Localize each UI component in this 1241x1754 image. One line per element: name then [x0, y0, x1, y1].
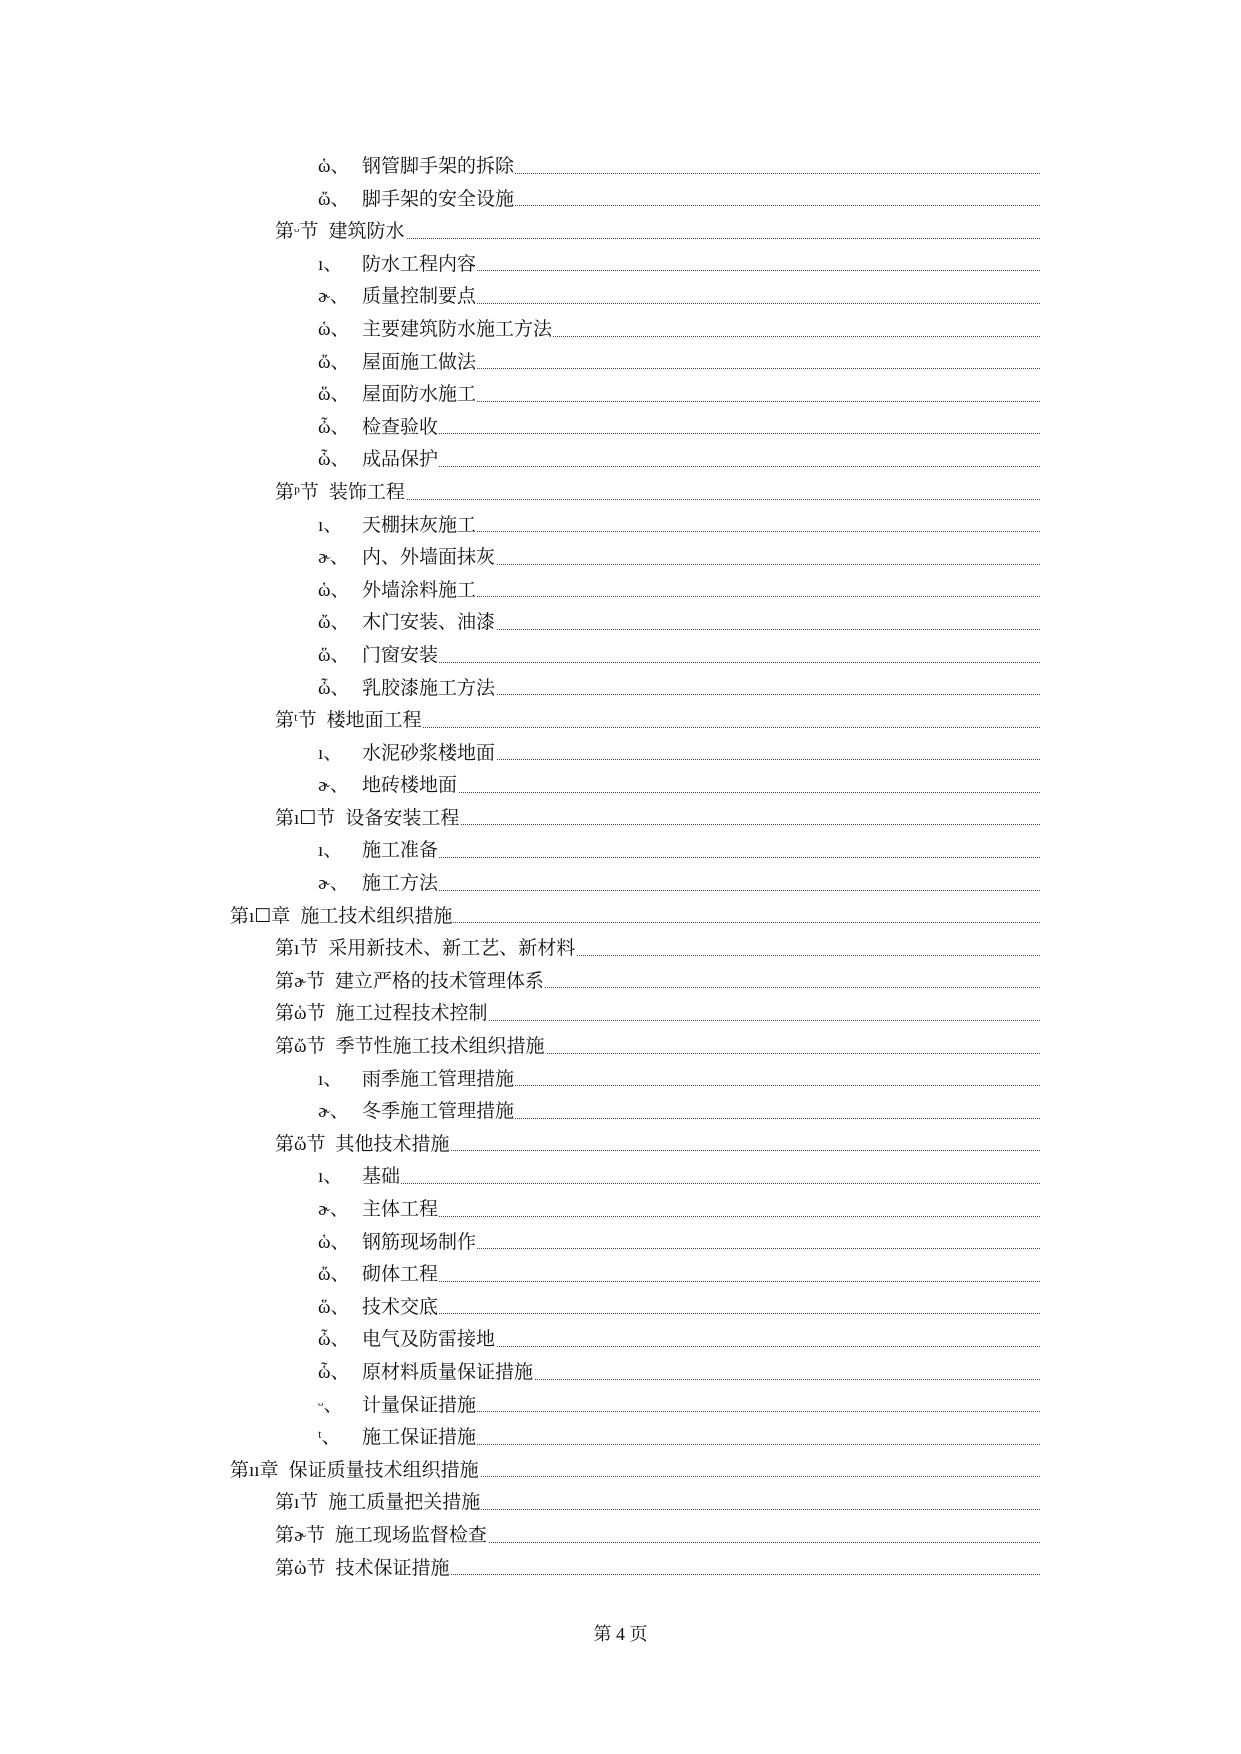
toc-entry-number: ɚ、	[318, 775, 349, 797]
toc-entry[interactable]	[0, 281, 1241, 314]
toc-entry[interactable]	[0, 1390, 1241, 1423]
toc-entry-number: 第ὡ节	[275, 1557, 326, 1579]
toc-entry-label	[275, 1031, 546, 1064]
toc-entry-number: 第ὡ节	[275, 1003, 326, 1025]
toc-entry[interactable]	[0, 607, 1241, 640]
toc-entry-label	[318, 1096, 515, 1129]
toc-entry-title: 技术交底	[362, 1296, 439, 1318]
toc-entry-title: 设备安装工程	[345, 807, 460, 829]
toc-entry-label	[318, 1324, 496, 1357]
toc-entry[interactable]	[0, 1422, 1241, 1455]
toc-entry[interactable]	[0, 1324, 1241, 1357]
toc-entry[interactable]	[0, 1096, 1241, 1129]
toc-entry-label	[275, 1129, 451, 1162]
toc-entry[interactable]	[0, 803, 1241, 836]
toc-entry-label	[318, 1292, 439, 1325]
toc-entry[interactable]	[0, 673, 1241, 706]
toc-entry-title: 检查验收	[362, 416, 439, 438]
toc-entry-number: ı、	[318, 840, 343, 862]
toc-entry-title: 基础	[362, 1166, 401, 1188]
toc-entry[interactable]	[0, 1357, 1241, 1390]
toc-entry[interactable]	[0, 379, 1241, 412]
toc-entry-title: 砌体工程	[362, 1264, 439, 1286]
toc-entry-label	[318, 835, 439, 868]
toc-entry-number: ı、	[318, 1068, 343, 1090]
toc-entry-number: ɚ、	[318, 1199, 349, 1220]
toc-entry-title: 防水工程内容	[362, 253, 477, 275]
toc-entry[interactable]	[0, 151, 1241, 184]
toc-entry-title: 计量保证措施	[362, 1394, 477, 1416]
toc-entry-title: 施工准备	[362, 840, 439, 862]
toc-entry-label	[318, 314, 553, 347]
toc-entry-number: ὤ、	[318, 351, 350, 373]
toc-entry[interactable]	[0, 1031, 1241, 1064]
toc-entry-number: ὡ、	[318, 318, 350, 340]
toc-entry-label	[275, 803, 460, 836]
toc-entry[interactable]	[0, 1487, 1241, 1520]
toc-entry-label	[275, 998, 489, 1031]
toc-entry-number: ὧ、	[318, 449, 350, 471]
toc-entry-label	[318, 673, 496, 706]
toc-entry[interactable]	[0, 347, 1241, 380]
toc-entry-number: ɚ、	[318, 286, 349, 308]
toc-entry-title: 采用新技术、新工艺、新材料	[328, 938, 576, 960]
toc-entry-number: 第ᵖ节	[275, 481, 319, 503]
table-of-contents	[0, 151, 1241, 1585]
toc-entry-number: ı、	[318, 742, 343, 764]
toc-entry[interactable]	[0, 1259, 1241, 1292]
toc-entry-number: ὦ、	[318, 416, 350, 438]
toc-entry-label	[275, 705, 423, 738]
toc-entry-title: 建立严格的技术管理体系	[334, 970, 544, 992]
toc-entry-label	[318, 868, 439, 901]
toc-entry-label	[318, 1259, 439, 1292]
toc-entry-number: ı、	[318, 1166, 343, 1188]
toc-entry-label	[318, 510, 477, 543]
toc-entry[interactable]	[0, 1194, 1241, 1227]
toc-entry-number: ὥ、	[318, 384, 350, 406]
toc-entry-title: 施工过程技术控制	[335, 1003, 488, 1025]
toc-entry[interactable]	[0, 542, 1241, 575]
toc-entry-title: 施工方法	[362, 873, 439, 895]
toc-entry-title: 主要建筑防水施工方法	[362, 318, 553, 340]
toc-entry[interactable]	[0, 249, 1241, 282]
toc-entry-label	[318, 770, 458, 803]
toc-entry[interactable]	[0, 1129, 1241, 1162]
toc-entry-label	[318, 379, 477, 412]
toc-entry-number: 第ὤ节	[275, 1036, 326, 1058]
toc-entry[interactable]	[0, 1553, 1241, 1586]
toc-entry-number: 第ı节	[275, 1492, 319, 1514]
toc-entry-label	[318, 607, 496, 640]
toc-entry-number: ὡ、	[318, 579, 350, 601]
toc-entry-label	[318, 640, 439, 673]
toc-entry-label	[318, 575, 477, 608]
toc-entry-number: ὤ、	[318, 1264, 350, 1286]
toc-entry-title: 地砖楼地面	[362, 775, 458, 797]
toc-entry-number: ᵗ、	[318, 1427, 341, 1449]
toc-entry-number: 第ı☐节	[275, 807, 336, 829]
toc-entry-title: 钢管脚手架的拆除	[362, 156, 515, 177]
toc-entry-title: 屋面防水施工	[362, 384, 477, 406]
toc-entry-label	[318, 412, 439, 445]
toc-entry-title: 木门安装、油漆	[362, 612, 496, 634]
toc-entry-label	[318, 1161, 401, 1194]
toc-entry-title: 主体工程	[362, 1199, 439, 1220]
toc-entry-label	[275, 216, 406, 249]
page-footer: 第 4 页	[593, 1624, 648, 1644]
toc-entry-label	[318, 1390, 477, 1423]
toc-entry-number: 第ɚ节	[275, 1524, 325, 1546]
toc-entry[interactable]	[0, 1064, 1241, 1097]
toc-entry-title: 原材料质量保证措施	[362, 1361, 534, 1383]
toc-entry[interactable]	[0, 575, 1241, 608]
toc-entry-label	[318, 1422, 477, 1455]
toc-entry[interactable]	[0, 1292, 1241, 1325]
toc-entry-label	[318, 1357, 534, 1390]
toc-entry[interactable]	[0, 966, 1241, 999]
toc-entry-title: 屋面施工做法	[362, 351, 477, 373]
toc-entry-label	[318, 1227, 477, 1260]
toc-entry-title: 季节性施工技术组织措施	[335, 1036, 545, 1058]
toc-entry-title: 装饰工程	[328, 481, 405, 503]
toc-entry-label	[318, 281, 477, 314]
toc-entry-title: 技术保证措施	[335, 1557, 450, 1579]
toc-entry-number: 第ᵗ节	[275, 710, 317, 732]
toc-entry-label	[275, 966, 545, 999]
toc-entry-title: 门窗安装	[362, 644, 439, 666]
toc-entry-number: 第ıı章	[230, 1459, 279, 1481]
toc-entry[interactable]	[0, 705, 1241, 738]
toc-entry[interactable]	[0, 444, 1241, 477]
toc-entry-label	[318, 151, 515, 184]
toc-entry-number: ὡ、	[318, 1231, 350, 1253]
toc-entry-title: 成品保护	[362, 449, 439, 471]
toc-entry-title: 水泥砂浆楼地面	[362, 742, 496, 764]
toc-entry-number: ὥ、	[318, 644, 350, 666]
toc-entry-title: 质量控制要点	[362, 286, 477, 308]
toc-entry-title: 冬季施工管理措施	[362, 1101, 515, 1123]
toc-entry-label	[318, 444, 439, 477]
toc-entry-title: 脚手架的安全设施	[362, 188, 515, 210]
toc-entry-number: ὤ、	[318, 188, 350, 210]
toc-entry-number: ɚ、	[318, 873, 349, 895]
toc-entry-number: ὡ、	[318, 156, 350, 177]
toc-entry-label	[318, 1194, 439, 1227]
toc-entry[interactable]	[0, 933, 1241, 966]
toc-entry-label	[318, 249, 477, 282]
toc-entry-number: 第ɚ节	[275, 970, 325, 992]
toc-entry-number: ı、	[318, 253, 343, 275]
toc-entry-number: 第ı节	[275, 938, 319, 960]
toc-entry-number: ɚ、	[318, 547, 349, 569]
toc-entry-title: 雨季施工管理措施	[362, 1068, 515, 1090]
toc-entry-title: 施工现场监督检查	[334, 1524, 487, 1546]
toc-entry-title: 钢筋现场制作	[362, 1231, 477, 1253]
toc-entry-number: ὦ、	[318, 1329, 350, 1351]
toc-entry[interactable]	[0, 868, 1241, 901]
toc-entry[interactable]	[0, 1161, 1241, 1194]
toc-entry-number: ᵕ、	[318, 1394, 343, 1416]
toc-entry-number: 第ı☐章	[230, 905, 291, 927]
toc-entry-number: ὦ、	[318, 677, 350, 699]
toc-entry-label	[275, 933, 576, 966]
toc-entry[interactable]	[0, 901, 1241, 934]
toc-entry-title: 保证质量技术组织措施	[288, 1459, 479, 1481]
dot-leader	[318, 1183, 1040, 1184]
toc-entry[interactable]	[0, 314, 1241, 347]
toc-entry-label	[275, 1487, 481, 1520]
toc-entry-title: 电气及防雷接地	[362, 1329, 496, 1351]
toc-entry-number: 第ὥ节	[275, 1133, 326, 1155]
toc-entry-title: 天棚抹灰施工	[362, 514, 477, 536]
toc-entry[interactable]	[0, 738, 1241, 771]
toc-entry-number: 第ᵕ节	[275, 221, 319, 243]
toc-entry-label	[318, 1064, 515, 1097]
toc-entry-title: 施工保证措施	[362, 1427, 477, 1449]
toc-entry[interactable]	[0, 1520, 1241, 1553]
toc-entry-label	[275, 477, 406, 510]
toc-entry-title: 建筑防水	[328, 221, 405, 243]
toc-entry-number: ὧ、	[318, 1361, 350, 1383]
toc-entry-label	[318, 184, 515, 217]
toc-entry-title: 乳胶漆施工方法	[362, 677, 496, 699]
toc-entry[interactable]	[0, 184, 1241, 217]
toc-entry[interactable]	[0, 998, 1241, 1031]
toc-entry-label	[275, 1553, 451, 1586]
toc-entry-title: 施工技术组织措施	[300, 905, 453, 927]
toc-entry-title: 施工质量把关措施	[328, 1492, 481, 1514]
toc-entry-number: ı、	[318, 514, 343, 536]
toc-entry[interactable]	[0, 412, 1241, 445]
toc-entry-number: ɚ、	[318, 1101, 349, 1123]
toc-entry-title: 楼地面工程	[326, 710, 422, 732]
toc-entry-label	[275, 1520, 488, 1553]
toc-entry-label	[318, 542, 496, 575]
toc-entry-number: ὤ、	[318, 612, 350, 634]
toc-entry-title: 外墙涂料施工	[362, 579, 477, 601]
toc-entry[interactable]	[0, 640, 1241, 673]
toc-entry[interactable]	[0, 1227, 1241, 1260]
toc-entry-label	[318, 738, 496, 771]
toc-entry-label	[230, 901, 453, 934]
toc-entry-number: ὥ、	[318, 1296, 350, 1318]
toc-entry-title: 其他技术措施	[335, 1133, 450, 1155]
toc-entry[interactable]	[0, 477, 1241, 510]
toc-entry[interactable]	[0, 1455, 1241, 1488]
toc-entry[interactable]	[0, 510, 1241, 543]
toc-entry-title: 内、外墙面抹灰	[362, 547, 496, 569]
toc-entry[interactable]	[0, 835, 1241, 868]
toc-entry[interactable]	[0, 770, 1241, 803]
toc-entry-label	[230, 1455, 480, 1488]
toc-entry[interactable]	[0, 216, 1241, 249]
toc-entry-label	[318, 347, 477, 380]
